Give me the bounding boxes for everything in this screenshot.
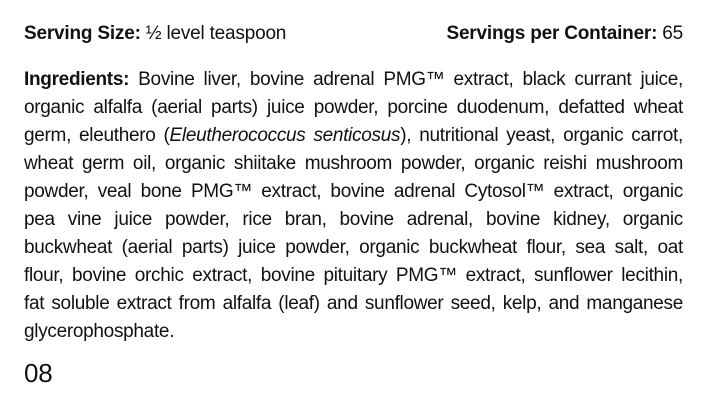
- serving-size-value: ½ level teaspoon: [145, 23, 287, 44]
- serving-size: [24, 20, 286, 48]
- ingredients-heading: Ingredients:: [24, 69, 130, 90]
- ingredients-line-3-post: ), nutritional yeast, organic carrot,: [400, 125, 683, 146]
- ingredients-line-9: fat soluble extract from alfalfa (leaf) and sunflower seed, kelp, and manganese: [24, 293, 683, 314]
- serving-size-label: Serving Size:: [24, 23, 141, 44]
- ingredients-line-3: [24, 122, 683, 150]
- servings-per-container-value: 65: [662, 23, 683, 44]
- ingredients-line-4: wheat germ oil, organic shiitake mushroom powder, organic reishi mushroom: [24, 153, 683, 174]
- ingredients-line-1: [24, 66, 683, 94]
- ingredients-line-7: buckwheat (aerial parts) juice powder, organic buckwheat flour, sea salt, oat: [24, 237, 683, 258]
- species-name-italic: Eleutherococcus senticosus: [169, 125, 401, 146]
- ingredients-line-8: flour, bovine orchic extract, bovine pituitary PMG™ extract, sunflower lecithin,: [24, 265, 683, 286]
- servings-per-container: [446, 20, 683, 48]
- ingredients-line-10: glycerophosphate.: [24, 321, 175, 342]
- servings-per-container-label: Servings per Container:: [446, 23, 658, 44]
- ingredients-paragraph: [24, 66, 683, 346]
- label-code: 08: [24, 358, 53, 388]
- ingredients-line-6: pea vine juice powder, rice bran, bovine adrenal, bovine kidney, organic: [24, 209, 683, 230]
- serving-info-row: [24, 20, 683, 48]
- ingredients-line-5: powder, veal bone PMG™ extract, bovine adrenal Cytosol™ extract, organic: [24, 181, 683, 202]
- ingredients-line-1-text: Bovine liver, bovine adrenal PMG™ extract, black currant juice,: [129, 69, 683, 90]
- ingredients-line-2: organic alfalfa (aerial parts) juice powder, porcine duodenum, defatted wheat: [24, 97, 683, 118]
- ingredients-line-3-pre: germ, eleuthero (: [24, 125, 170, 146]
